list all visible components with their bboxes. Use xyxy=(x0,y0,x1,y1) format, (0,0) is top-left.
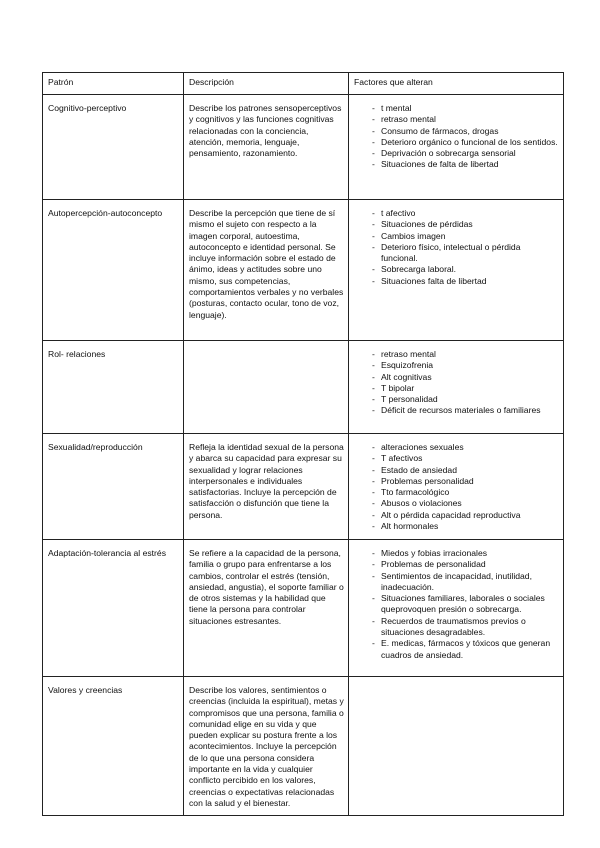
factor-item: - Problemas de personalidad xyxy=(354,559,559,570)
factors-list xyxy=(354,103,559,171)
description-cell: Describe los patrones sensoperceptivos y cognitivos y las funciones cognitivas relacionadas con la conciencia, atención, memoria, lenguaje, pensamiento, razonamiento. xyxy=(184,95,349,200)
factors-cell xyxy=(349,200,564,341)
header-pattern: Patrón xyxy=(43,73,184,95)
factor-item: - Deterioro orgánico o funcional de los sentidos. xyxy=(354,137,559,148)
factor-item: - Sobrecarga laboral. xyxy=(354,264,559,275)
factors-cell xyxy=(349,434,564,540)
header-description: Descripción xyxy=(184,73,349,95)
factor-item: - T afectivos xyxy=(354,453,559,464)
factors-list xyxy=(354,442,559,532)
factor-item: - Situaciones familiares, laborales o sociales queprovoquen presión o sobrecarga. xyxy=(354,593,559,616)
factor-item: - Alt cognitivas xyxy=(354,372,559,383)
factor-item: - T personalidad xyxy=(354,394,559,405)
factor-item: - Alt hormonales xyxy=(354,521,559,532)
factor-item: - Esquizofrenia xyxy=(354,360,559,371)
factor-item: - Problemas personalidad xyxy=(354,476,559,487)
factors-list xyxy=(354,349,559,417)
factor-item: - Alt o pérdida capacidad reproductiva xyxy=(354,510,559,521)
factor-item: - Sentimientos de incapacidad, inutilidad, inadecuación. xyxy=(354,571,559,594)
table-header-row xyxy=(43,73,564,95)
factor-item: - Situaciones de pérdidas xyxy=(354,219,559,230)
factor-item: - E. medicas, fármacos y tóxicos que generan cuadros de ansiedad. xyxy=(354,638,559,661)
factor-item: - t afectivo xyxy=(354,208,559,219)
factor-item: - retraso mental xyxy=(354,349,559,360)
description-cell xyxy=(184,341,349,434)
pattern-cell: Sexualidad/reproducción xyxy=(43,434,184,540)
table-row xyxy=(43,200,564,341)
factors-cell xyxy=(349,540,564,677)
table-row xyxy=(43,677,564,816)
description-cell: Describe la percepción que tiene de sí mismo el sujeto con respecto a la imagen corporal, autoestima, autoconcepto e identidad personal. Se incluye información sobre el estado de ánimo, ideas y actitudes sobre uno mismo, sus competencias, comportamientos verbales y no verbales (posturas, contacto ocular, tono de voz, lenguaje). xyxy=(184,200,349,341)
factor-item: - alteraciones sexuales xyxy=(354,442,559,453)
description-cell: Describe los valores, sentimientos o creencias (incluida la espiritual), metas y compromisos que una persona, familia o comunidad elige en su vida y que pueden explicar su postura frente a los acontecimientos. Incluye la percepción de lo que una persona considera importante en la vida y cualquier conflicto percibido en los valores, creencias o expectativas relacionadas con la salud y el bienestar. xyxy=(184,677,349,816)
factors-cell xyxy=(349,95,564,200)
factor-item: - Abusos o violaciones xyxy=(354,498,559,509)
factor-item: - Cambios imagen xyxy=(354,231,559,242)
factor-item: - Tto farmacológico xyxy=(354,487,559,498)
factor-item: - Situaciones de falta de libertad xyxy=(354,159,559,170)
factor-item: - T bipolar xyxy=(354,383,559,394)
factor-item: - t mental xyxy=(354,103,559,114)
factor-item: - Deprivación o sobrecarga sensorial xyxy=(354,148,559,159)
factor-item: - Miedos y fobias irracionales xyxy=(354,548,559,559)
factor-item: - Deterioro físico, intelectual o pérdida funcional. xyxy=(354,242,559,265)
header-factors: Factores que alteran xyxy=(349,73,564,95)
pattern-cell: Valores y creencias xyxy=(43,677,184,816)
factor-item: - Consumo de fármacos, drogas xyxy=(354,126,559,137)
table-row xyxy=(43,341,564,434)
description-cell: Se refiere a la capacidad de la persona, familia o grupo para enfrentarse a los cambios, controlar el estrés (tensión, ansiedad, angustia), el soporte familiar o de otros sistemas y la habilidad que tiene la persona para controlar situaciones estresantes. xyxy=(184,540,349,677)
factors-cell xyxy=(349,677,564,816)
table-row xyxy=(43,540,564,677)
pattern-cell: Adaptación-tolerancia al estrés xyxy=(43,540,184,677)
description-cell: Refleja la identidad sexual de la persona y abarca su capacidad para expresar su sexualidad y lograr relaciones interpersonales e individuales satisfactorias. Incluye la percepción de satisfacción o disfunción que tiene la persona. xyxy=(184,434,349,540)
factor-item: - Situaciones falta de libertad xyxy=(354,276,559,287)
factor-item: - retraso mental xyxy=(354,114,559,125)
nursing-patterns-table xyxy=(42,72,564,816)
factor-item: - Déficit de recursos materiales o familiares xyxy=(354,405,559,416)
factors-list xyxy=(354,548,559,661)
factors-cell xyxy=(349,341,564,434)
pattern-cell: Rol- relaciones xyxy=(43,341,184,434)
pattern-cell: Cognitivo-perceptivo xyxy=(43,95,184,200)
table-row xyxy=(43,434,564,540)
factor-item: - Estado de ansiedad xyxy=(354,465,559,476)
factors-list xyxy=(354,208,559,287)
factor-item: - Recuerdos de traumatismos previos o situaciones desagradables. xyxy=(354,616,559,639)
table-row xyxy=(43,95,564,200)
pattern-cell: Autopercepción-autoconcepto xyxy=(43,200,184,341)
